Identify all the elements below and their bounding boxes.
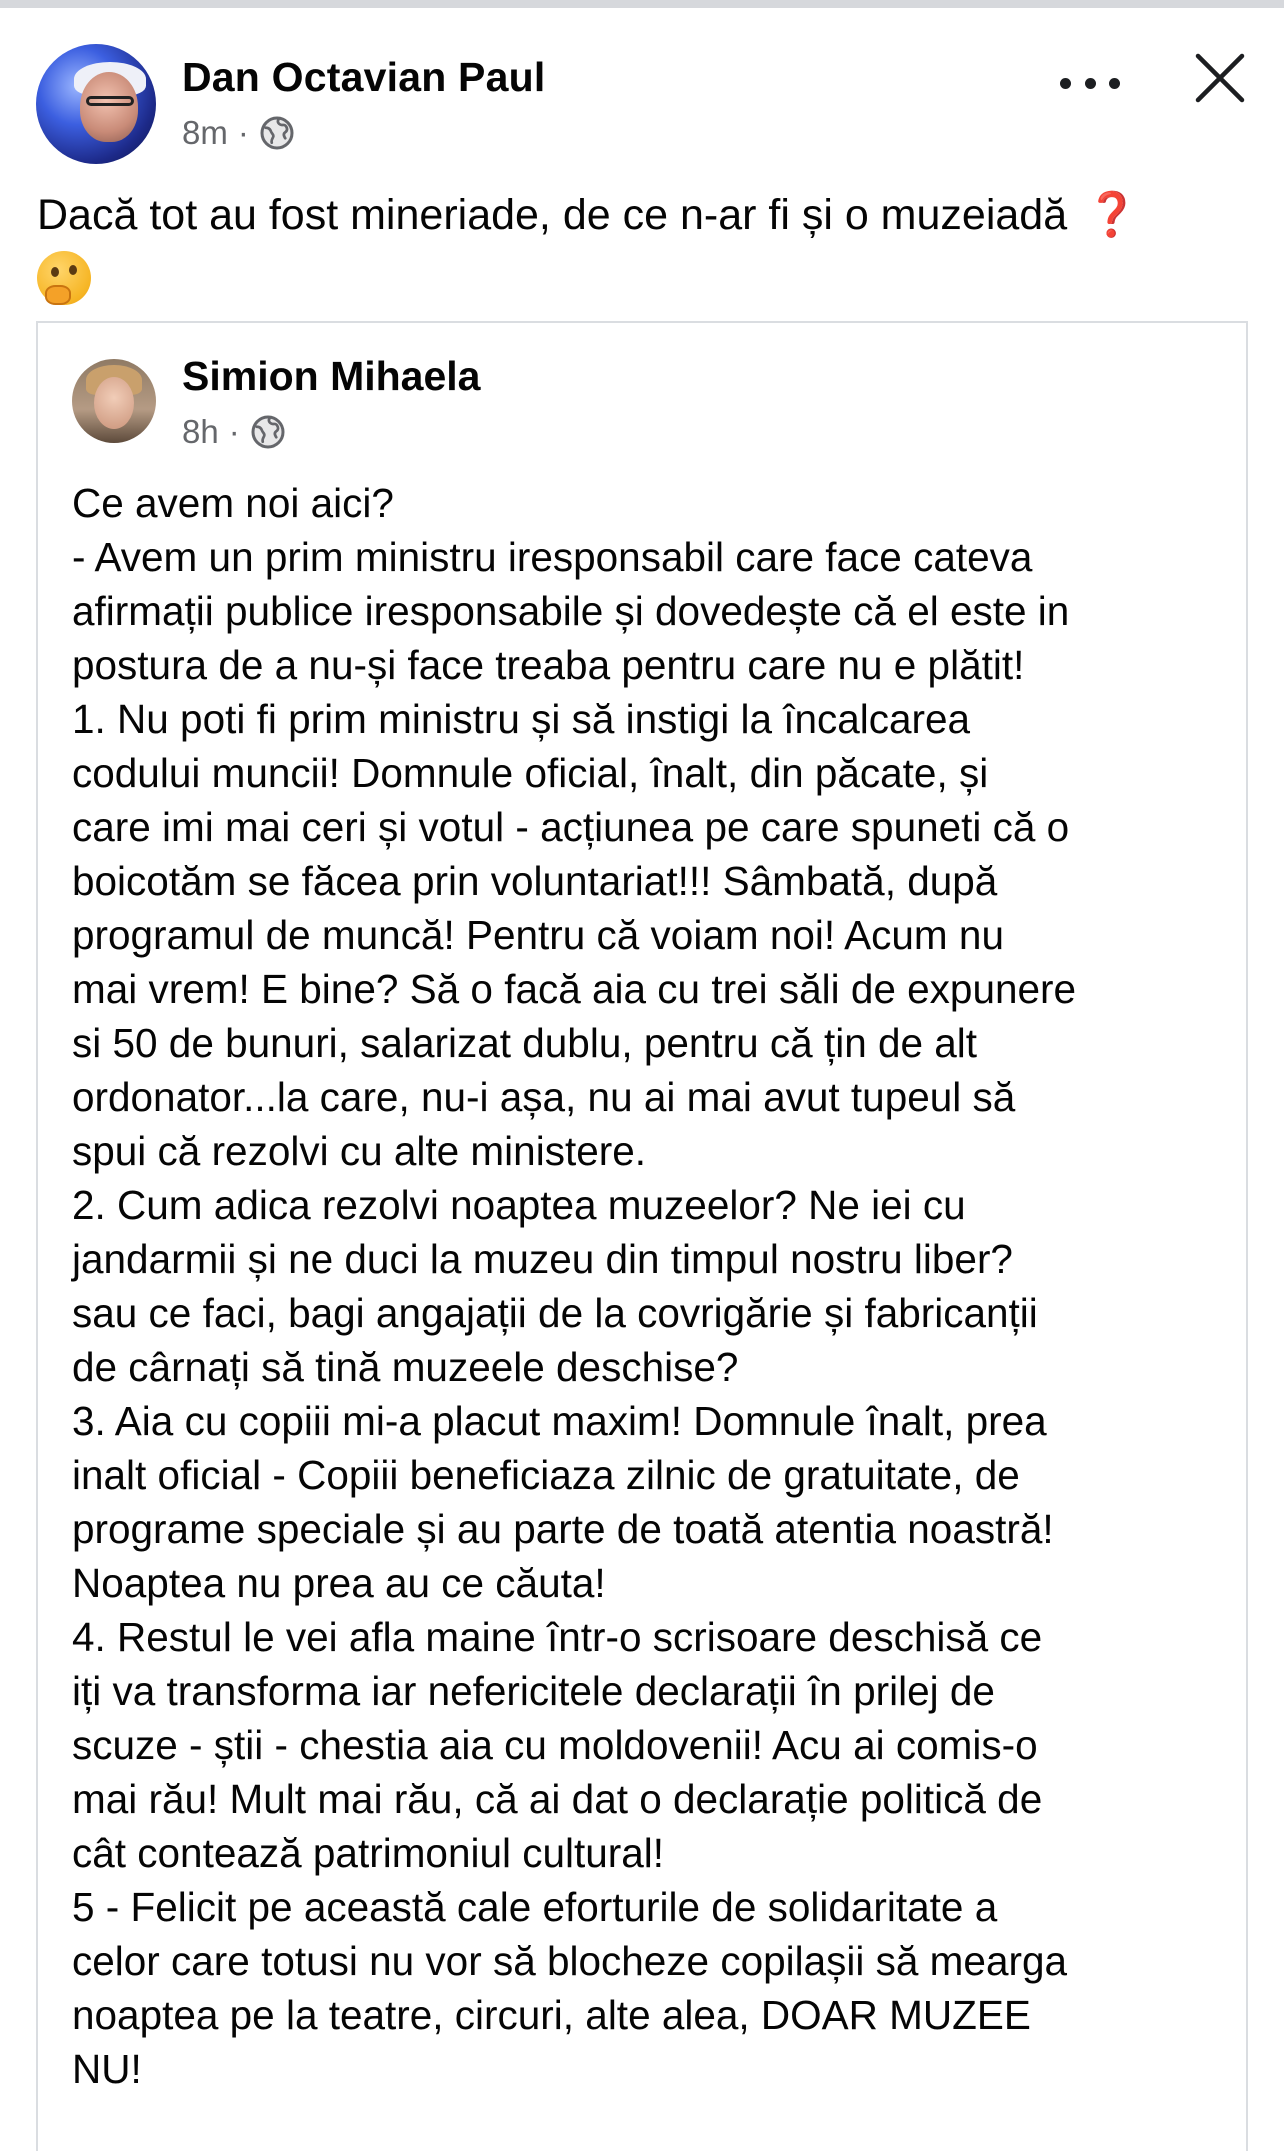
shared-author-avatar[interactable] — [72, 359, 156, 443]
shared-post-line: spui că rezolvi cu alte ministere. — [72, 1128, 646, 1174]
globe-icon[interactable] — [250, 414, 286, 450]
shared-post-line: celor care totusi nu vor să blocheze copilașii să mearga — [72, 1938, 1067, 1984]
post-meta — [182, 114, 295, 152]
shared-post-line: boicotăm se făcea prin voluntariat!!! Sâmbată, după — [72, 858, 998, 904]
shared-post-line: 4. Restul le vei afla maine într-o scrisoare deschisă ce — [72, 1614, 1043, 1660]
shared-post-line: jandarmii și ne duci la muzeu din timpul nostru liber? — [72, 1236, 1013, 1282]
author-avatar[interactable] — [36, 44, 156, 164]
shared-post-meta — [182, 413, 286, 451]
shared-post-line: afirmații publice iresponsabile și dovedește că el este in — [72, 588, 1070, 634]
shared-post-line: 3. Aia cu copiii mi-a placut maxim! Domnule înalt, prea — [72, 1398, 1047, 1444]
shared-post-line: 1. Nu poti fi prim ministru și să instigi la încalcarea — [72, 696, 971, 742]
thinking-face-icon — [37, 251, 91, 305]
shared-post-line: Ce avem noi aici? — [72, 480, 394, 526]
shared-post-line: mai rău! Mult mai rău, că ai dat o declarație politică de — [72, 1776, 1043, 1822]
shared-post-line: NU! — [72, 2046, 142, 2092]
meta-separator: · — [228, 413, 240, 450]
shared-post-line: inalt oficial - Copiii beneficiaza zilnic de gratuitate, de — [72, 1452, 1020, 1498]
shared-post-line: noaptea pe la teatre, circuri, alte alea, DOAR MUZEE — [72, 1992, 1031, 2038]
shared-post-line: programe speciale și au parte de toată atentia noastră! — [72, 1506, 1054, 1552]
more-dot — [1060, 78, 1071, 89]
shared-post-line: care imi mai ceri și votul - acțiunea pe care spuneti că o — [72, 804, 1070, 850]
avatar-glasses — [86, 96, 134, 106]
shared-post-line: scuze - știi - chestia aia cu moldovenii! Acu ai comis-o — [72, 1722, 1038, 1768]
globe-icon[interactable] — [259, 115, 295, 151]
shared-post-line: cât contează patrimoniul cultural! — [72, 1830, 665, 1876]
shared-post-body — [72, 476, 1232, 2096]
shared-post-time[interactable]: 8h — [182, 413, 219, 450]
post-header — [36, 44, 1248, 164]
shared-post-line: mai vrem! E bine? Să o facă aia cu trei săli de expunere — [72, 966, 1077, 1012]
more-options-icon[interactable] — [1060, 58, 1120, 108]
avatar-face — [94, 377, 134, 429]
shared-post-line: sau ce faci, bagi angajații de la covrigărie și fabricanții — [72, 1290, 1038, 1336]
shared-post-line: programul de muncă! Pentru că voiam noi! Acum nu — [72, 912, 1004, 958]
more-dot — [1109, 78, 1120, 89]
author-name[interactable]: Dan Octavian Paul — [182, 54, 546, 100]
shared-post-line: 2. Cum adica rezolvi noaptea muzeelor? Ne iei cu — [72, 1182, 966, 1228]
shared-post-line: postura de a nu-și face treaba pentru care nu e plătit! — [72, 642, 1025, 688]
shared-author-name[interactable]: Simion Mihaela — [182, 353, 481, 399]
question-mark-emoji: ❓ — [1085, 191, 1139, 239]
shared-post-line: codului muncii! Domnule oficial, înalt, din păcate, și — [72, 750, 989, 796]
avatar-face — [80, 72, 138, 142]
shared-post-card[interactable] — [36, 321, 1248, 2151]
shared-post-line: de cârnați să tină muzeele deschise? — [72, 1344, 739, 1390]
more-dot — [1085, 78, 1096, 89]
post-body-text: Dacă tot au fost mineriade, de ce n-ar fi și o muzeiadă — [37, 191, 1068, 239]
shared-post-line: 5 - Felicit pe această cale eforturile de solidaritate a — [72, 1884, 998, 1930]
top-divider — [0, 0, 1284, 8]
shared-post-line: - Avem un prim ministru iresponsabil care face cateva — [72, 534, 1033, 580]
meta-separator: · — [237, 114, 249, 151]
shared-post-line: iți va transforma iar nefericitele declarații în prilej de — [72, 1668, 995, 1714]
shared-post-line: ordonator...la care, nu-i așa, nu ai mai avut tupeul să — [72, 1074, 1016, 1120]
post-text — [37, 186, 1247, 305]
shared-post-line: si 50 de bunuri, salarizat dublu, pentru că țin de alt — [72, 1020, 978, 1066]
shared-post-line: Noaptea nu prea au ce căuta! — [72, 1560, 606, 1606]
post-time[interactable]: 8m — [182, 114, 228, 151]
close-icon[interactable] — [1192, 50, 1248, 106]
